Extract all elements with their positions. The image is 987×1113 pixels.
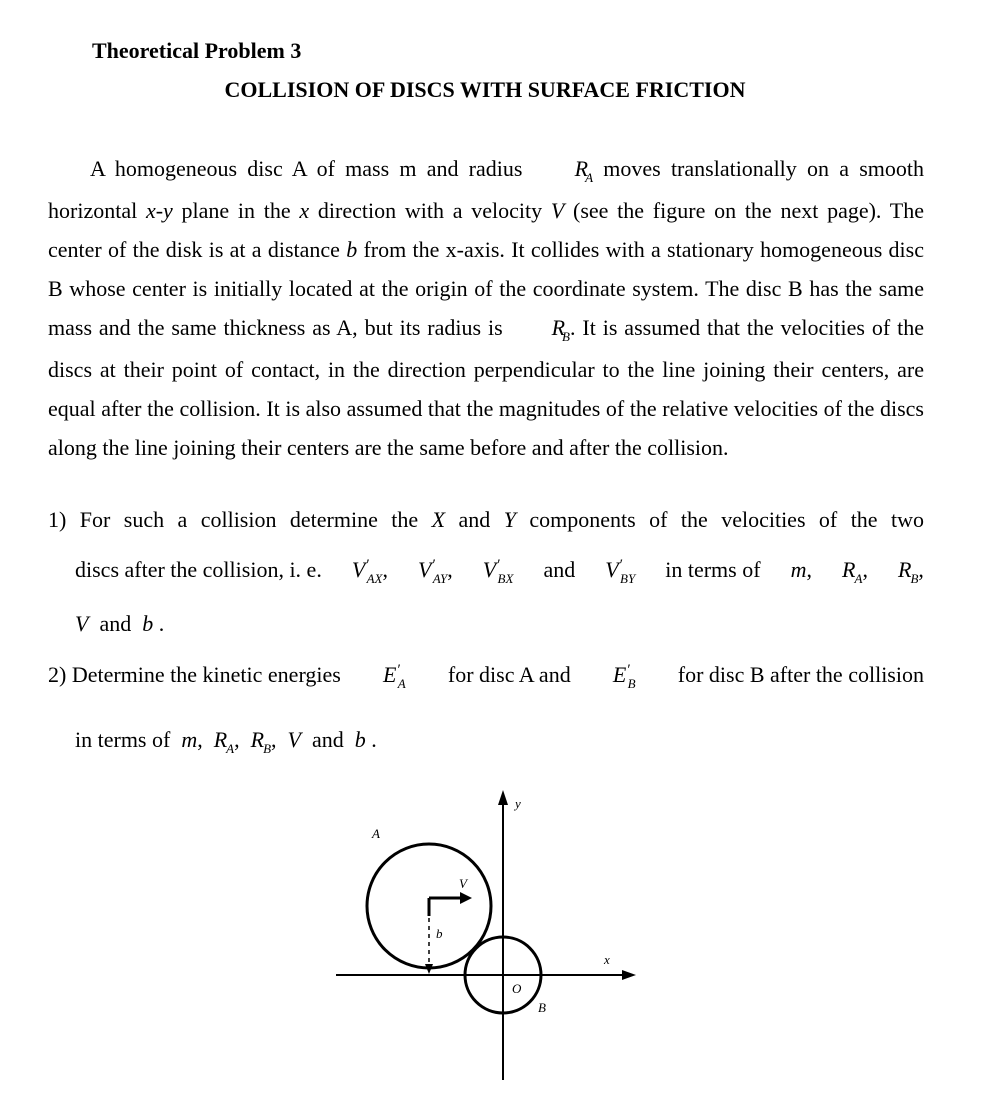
label-y-axis: y xyxy=(515,796,521,811)
symbol-ra-q2: $R_A$ xyxy=(213,727,235,756)
question-1-line-3: V and b . xyxy=(75,611,165,636)
symbol-eb: $E'_B$ xyxy=(612,662,636,691)
symbol-v-ax: $V'_{AX}$ xyxy=(351,557,383,586)
label-x-axis: x xyxy=(604,952,610,967)
symbol-ra-q1: $R_A$ xyxy=(842,557,863,586)
problem-statement: A homogeneous disc A of mass m and radius $R_A$ moves translationally on a smooth horizontal x-y plane in the x direction with a velocity V (see the figure on the next page). The center of the disk is at a distance b from the x-axis. It collides with a stationary homogeneous disc B whose center is initially located at the origin of the coordinate system. The disc B has the same mass and the same thickness as A, but its radius is $R_B$. It is assumed that the velocities of the discs at their point of contact, in the direction perpendicular to the line joining their centers, are equal after the collision. It is also assumed that the magnitudes of the relative velocities of the discs along the line joining their centers are the same before and after the collision. xyxy=(48,149,924,467)
symbol-rb-q1: $R_B$ xyxy=(898,557,919,586)
symbol-v-by: $V'_{BY}$ xyxy=(605,557,636,586)
label-velocity: V xyxy=(459,876,467,891)
label-origin: O xyxy=(512,981,522,996)
symbol-rb: $R_B$ xyxy=(551,315,570,344)
label-disc-a: A xyxy=(372,826,380,841)
symbol-ea: $E'_A$ xyxy=(383,662,406,691)
y-axis-arrowhead xyxy=(498,790,508,805)
question-2-line-2: in terms of m, $R_A$, $R_B$, V and b . xyxy=(75,720,377,762)
x-axis-arrowhead xyxy=(622,970,636,980)
symbol-rb-q2: $R_B$ xyxy=(250,727,272,756)
question-1-line-1: 1) For such a collision determine the X and Y components of the velocities of the two xyxy=(48,507,925,532)
label-disc-b: B xyxy=(538,1000,546,1015)
label-distance-b: b xyxy=(436,926,443,941)
symbol-v-ay: $V'_{AY}$ xyxy=(418,557,448,586)
page-title: COLLISION OF DISCS WITH SURFACE FRICTION xyxy=(224,77,746,102)
question-2-line-1: 2) Determine the kinetic energies $E'_A$ for disc A and $E'_B$ for disc B after the collision xyxy=(48,655,924,698)
symbol-v-bx: $V'_{BX}$ xyxy=(482,557,514,586)
velocity-arrowhead xyxy=(460,892,472,904)
question-1-line-2: discs after the collision, i. e. $V'_{AX}$, $V'_{AY}$, $V'_{BX}$ and $V'_{BY}$ in terms of m, $R_A$, $R_B$, xyxy=(75,550,924,593)
page-heading: Theoretical Problem 3 xyxy=(92,38,302,63)
symbol-ra: $R_A$ xyxy=(574,156,594,185)
